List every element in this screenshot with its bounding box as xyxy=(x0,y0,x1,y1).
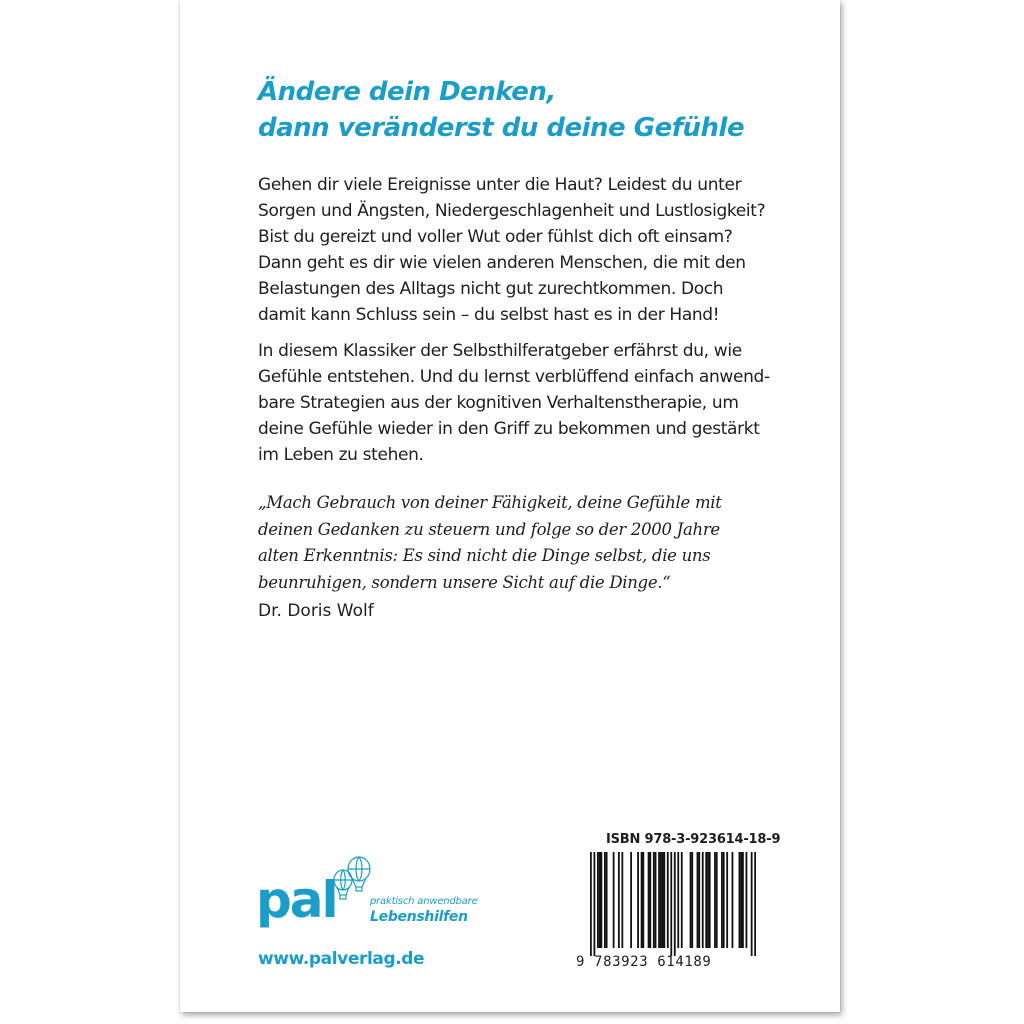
barcode-bar xyxy=(702,852,704,948)
barcode-bar xyxy=(742,852,744,948)
barcode-bar xyxy=(593,852,595,956)
barcode-bar xyxy=(599,852,601,948)
logo-tagline-small: praktisch anwendbare xyxy=(370,896,478,907)
text-line: Belastungen des Alltags nicht gut zurechtkommen. Doch xyxy=(258,279,724,299)
barcode-bar xyxy=(590,852,592,956)
barcode-bar xyxy=(691,852,693,948)
text-line: Gehen dir viele Ereignisse unter die Haut? Leidest du unter xyxy=(258,175,742,195)
quote-line: alten Erkenntnis: Es sind nicht die Dinge selbst, die uns xyxy=(258,546,711,565)
barcode-bar xyxy=(600,852,602,948)
barcode-bar xyxy=(714,852,716,948)
barcode-bar xyxy=(604,852,606,948)
quote-line: beunruhigen, sondern unsere Sicht auf die Dinge.“ xyxy=(258,572,671,592)
barcode-bar xyxy=(658,852,660,948)
isbn-label: ISBN 978-3-923614-18-9 xyxy=(606,832,781,847)
barcode-bar xyxy=(606,852,608,948)
headline xyxy=(258,74,744,146)
barcode-bar xyxy=(667,852,669,948)
barcode-bar xyxy=(681,852,683,948)
blurb-paragraph-1 xyxy=(258,172,798,328)
barcode-bar xyxy=(613,852,615,948)
barcode-bar xyxy=(670,852,672,956)
barcode-bar xyxy=(707,852,709,948)
barcode-bar xyxy=(597,852,599,948)
barcode-bar xyxy=(739,852,741,948)
barcode-bar xyxy=(655,852,657,948)
barcode-bar xyxy=(751,852,753,956)
barcode-bar xyxy=(690,852,692,948)
blurb-paragraph-2 xyxy=(258,338,798,468)
headline-line: Ändere dein Denken, xyxy=(258,77,556,107)
barcode-bar xyxy=(642,852,644,948)
quote-author: Dr. Doris Wolf xyxy=(258,601,374,621)
website-link[interactable]: www.palverlag.de xyxy=(258,949,425,969)
barcode-bar xyxy=(677,852,679,948)
barcode-bar xyxy=(618,852,620,948)
text-line: In diesem Klassiker der Selbsthilferatgeber erfährst du, wie xyxy=(258,341,742,361)
barcode-bar xyxy=(740,852,742,948)
barcode-bar xyxy=(726,852,728,948)
barcode-bar xyxy=(649,852,651,948)
barcode-bar xyxy=(674,852,676,956)
hot-air-balloons-icon xyxy=(328,856,374,908)
logo-wordmark: pal xyxy=(256,871,337,929)
text-line: deine Gefühle wieder in den Griff zu bekommen und gestärkt xyxy=(258,419,760,439)
barcode-bar xyxy=(721,852,723,948)
barcode-bar xyxy=(621,852,623,948)
barcode-bars xyxy=(590,852,756,956)
barcode-bar xyxy=(630,852,632,948)
text-line: Sorgen und Ängsten, Niedergeschlagenheit und Lustlosigkeit? xyxy=(258,201,766,221)
barcode-bar xyxy=(732,852,734,948)
quote-line: „Mach Gebrauch von deiner Fähigkeit, deine Gefühle mit xyxy=(258,493,722,512)
text-line: bare Strategien aus der kognitiven Verhaltenstherapie, um xyxy=(258,393,739,413)
barcode-bar xyxy=(648,852,650,948)
text-line: damit kann Schluss sein – du selbst hast es in der Hand! xyxy=(258,305,720,325)
barcode-bar xyxy=(716,852,718,948)
text-line: Dann geht es dir wie vielen anderen Menschen, die mit den xyxy=(258,253,746,273)
barcode-bar xyxy=(663,852,665,948)
barcode-bar xyxy=(705,852,707,948)
barcode xyxy=(576,852,766,972)
barcode-digits: 9 783923 614189 xyxy=(576,954,712,970)
barcode-bar xyxy=(660,852,662,948)
barcode-bar xyxy=(637,852,639,948)
publisher-logo xyxy=(256,852,496,942)
book-back-cover xyxy=(180,0,840,1012)
barcode-bar xyxy=(709,852,711,948)
text-line: im Leben zu stehen. xyxy=(258,445,424,465)
barcode-bar xyxy=(662,852,664,948)
barcode-bar xyxy=(697,852,699,948)
barcode-bar xyxy=(746,852,748,948)
logo-tagline-large: Lebenshilfen xyxy=(370,909,468,925)
headline-line: dann veränderst du deine Gefühle xyxy=(258,113,745,143)
barcode-bar xyxy=(754,852,756,956)
text-line: Bist du gereizt und voller Wut oder fühlst dich oft einsam? xyxy=(258,227,733,247)
barcode-bar xyxy=(653,852,655,948)
barcode-bar xyxy=(641,852,643,948)
author-quote xyxy=(258,490,722,596)
barcode-bar xyxy=(723,852,725,948)
barcode-bar xyxy=(698,852,700,948)
text-line: Gefühle entstehen. Und du lernst verblüffend einfach anwend- xyxy=(258,367,770,387)
quote-line: deinen Gedanken zu steuern und folge so der 2000 Jahre xyxy=(258,519,720,539)
